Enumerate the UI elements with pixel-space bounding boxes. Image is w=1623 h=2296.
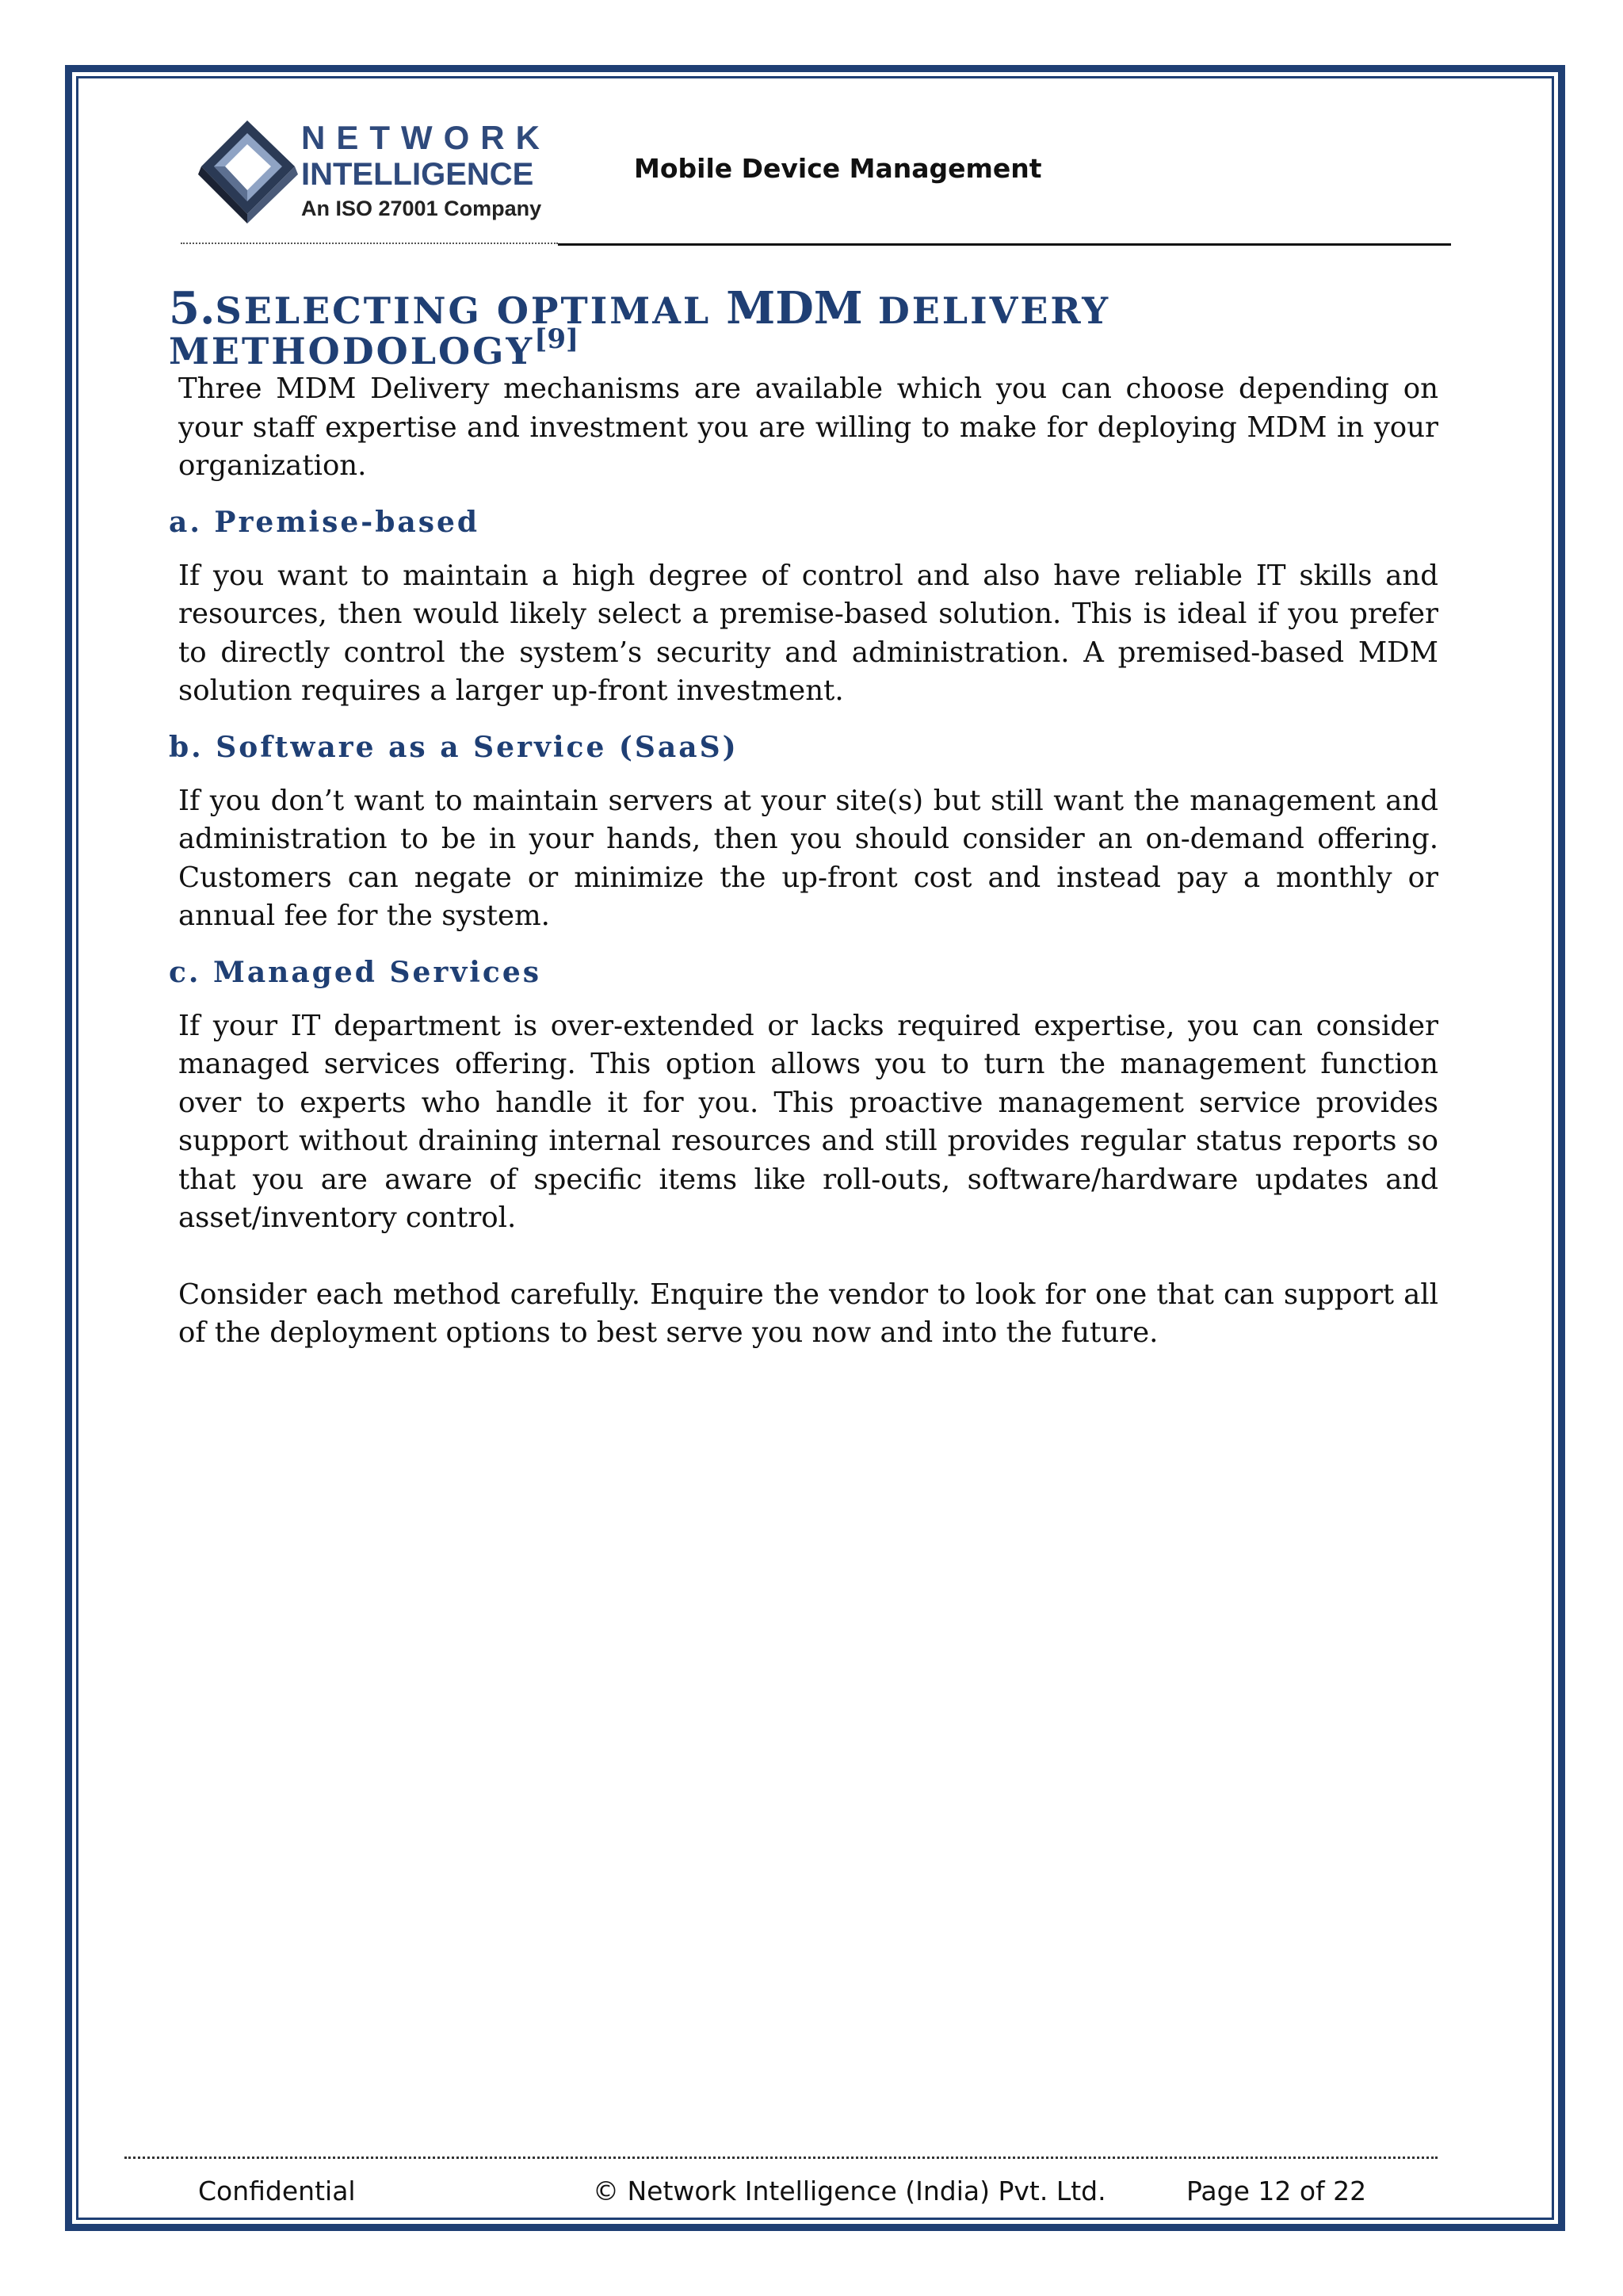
section-title-part1: SELECTING OPTIMAL: [215, 289, 712, 332]
company-logo: [198, 117, 571, 228]
logo-tagline: An ISO 27001 Company: [301, 197, 542, 220]
managed-paragraph: If your IT department is over-extended or lacks required expertise, you can consider managed services offering. This option allows you to turn the management function over to experts who handle it for you. This proactive management service provides support without draining internal resources and still provides regular status reports so that you are aware of specific items like roll-outs, software/hardware updates and asset/inventory control.: [178, 1009, 1438, 1235]
footer-page-number: Page 12 of 22: [1186, 2176, 1367, 2206]
header-divider-dotted: [181, 243, 558, 244]
page-content: [169, 282, 1438, 1353]
premise-paragraph: If you want to maintain a high degree of control and also have reliable IT skills and resources, then would likely select a premise-based solution. This is ideal if you prefer to directly control the system’s security and administration. A premised-based MDM solution requires a larger up-front investment.: [178, 559, 1438, 708]
diamond-logo-icon: [198, 117, 301, 224]
subsection-heading-saas: b. Software as a Service (SaaS): [169, 730, 739, 764]
footer-copyright: © Network Intelligence (India) Pvt. Ltd.: [593, 2176, 1106, 2206]
intro-paragraph: Three MDM Delivery mechanisms are available which you can choose depending on your staff expertise and investment you are willing to make for deploying MDM in your organization.: [178, 372, 1438, 483]
saas-paragraph: If you don’t want to maintain servers at your site(s) but still want the management and administration to be in your hands, then you should consider an on-demand offering. Customers can negate or minimize the up-front cost and instead pay a monthly or annual fee for the system.: [178, 784, 1438, 933]
logo-network-text: NETWORK: [301, 119, 551, 156]
subsection-heading-premise: a. Premise-based: [169, 505, 480, 539]
section-title-mdm: MDM: [726, 282, 863, 334]
closing-paragraph: Consider each method carefully. Enquire the vendor to look for one that can support all of the deployment options to best serve you now and into the future.: [178, 1278, 1438, 1350]
footer-divider: [124, 2157, 1438, 2159]
footer-confidential: Confidential: [198, 2176, 356, 2206]
section-title-part2: DELIVERY METHODOLOGY: [169, 289, 1111, 372]
section-heading: [169, 282, 1437, 372]
header-divider: [558, 243, 1451, 246]
subsection-heading-managed: c. Managed Services: [169, 955, 541, 989]
document-title: Mobile Device Management: [634, 153, 1042, 184]
section-number: 5.: [169, 282, 216, 334]
logo-intelligence-text: INTELLIGENCE: [301, 157, 534, 192]
reference-marker: [9]: [534, 323, 579, 355]
